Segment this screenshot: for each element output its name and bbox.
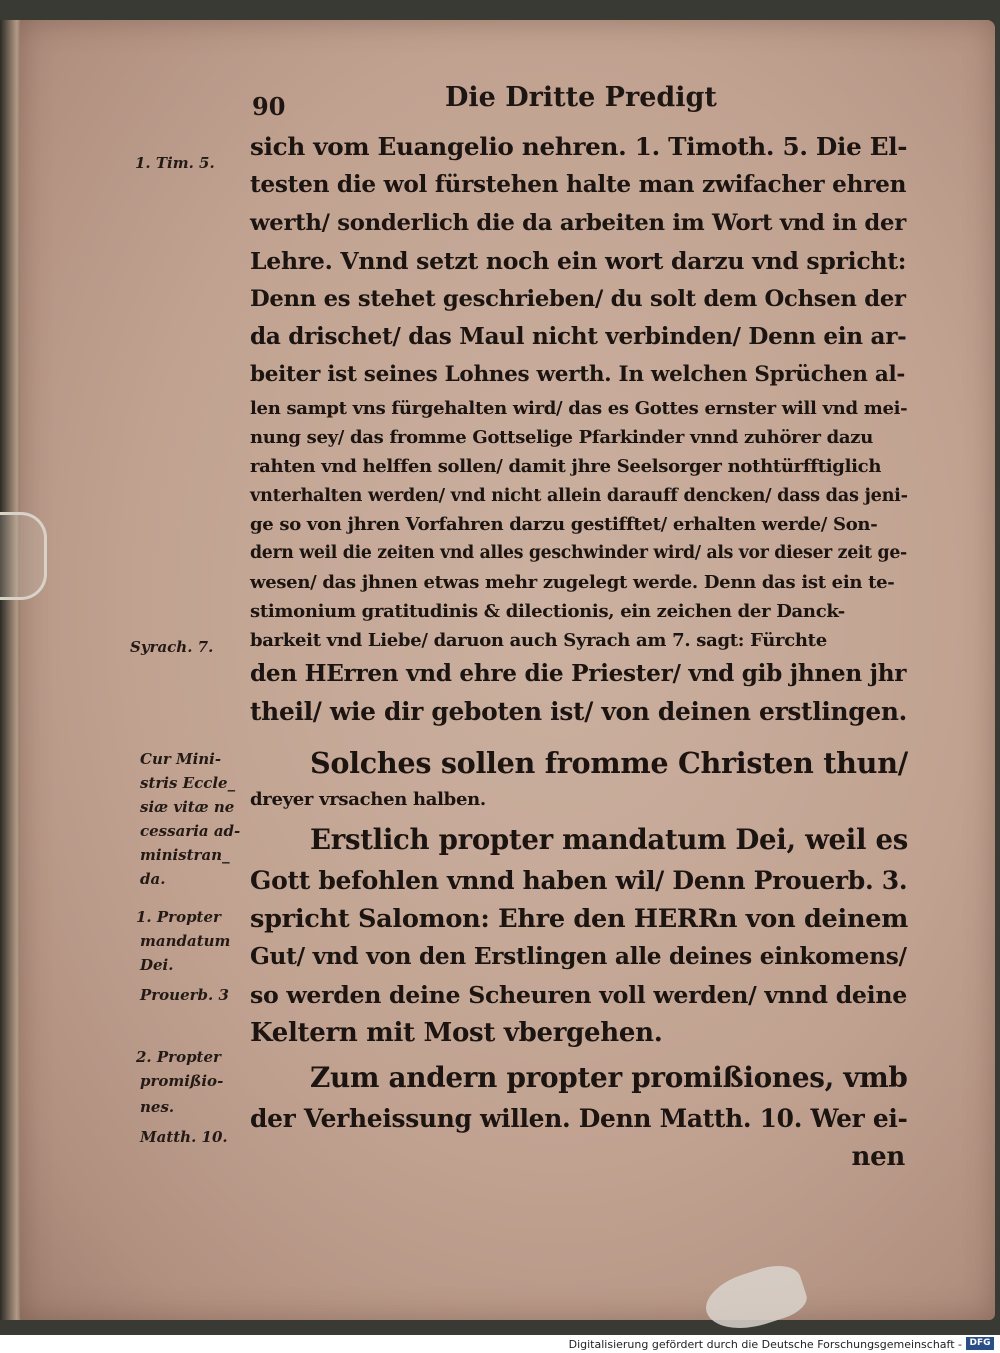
text-line: Keltern mit Most vbergehen. xyxy=(250,1018,663,1048)
text-line: len sampt vns fürgehalten wird/ das es Gottes ernster will vnd mei- xyxy=(250,398,908,419)
text-line: dreyer vrsachen halben. xyxy=(250,789,486,810)
margin-note: da. xyxy=(140,870,166,888)
text-line: rahten vnd helffen sollen/ damit jhre Seelsorger nothtürfftiglich xyxy=(250,456,882,477)
paper-clip xyxy=(0,512,47,600)
text-line: den HErren vnd ehre die Priester/ vnd gib jhnen jhr xyxy=(250,660,907,687)
text-line: sich vom Euangelio nehren. 1. Timoth. 5. Die El- xyxy=(250,132,908,161)
text-line: Lehre. Vnnd setzt noch ein wort darzu vnd spricht: xyxy=(250,247,907,275)
margin-note: nes. xyxy=(140,1098,175,1116)
margin-note: Prouerb. 3 xyxy=(140,986,229,1004)
margin-note: ministran_ xyxy=(140,846,230,864)
margin-note: cessaria ad- xyxy=(140,822,241,840)
text-line: werth/ sonderlich die da arbeiten im Wort vnd in der xyxy=(250,210,906,236)
text-line: da drischet/ das Maul nicht verbinden/ Denn ein ar- xyxy=(250,323,907,350)
text-line: beiter ist seines Lohnes werth. In welchen Sprüchen al- xyxy=(250,362,905,387)
text-line: Erstlich propter mandatum Dei, weil es xyxy=(310,823,908,856)
dfg-logo[interactable]: DFG xyxy=(966,1337,994,1350)
text-line: Denn es stehet geschrieben/ du solt dem Ochsen der xyxy=(250,286,906,312)
text-line: Solches sollen fromme Christen thun/ xyxy=(310,746,908,780)
margin-note: Syrach. 7. xyxy=(130,638,214,656)
margin-note: Dei. xyxy=(140,956,174,974)
text-line: testen die wol fürstehen halte man zwifacher ehren xyxy=(250,171,907,198)
text-line: so werden deine Scheuren voll werden/ vnnd deine xyxy=(250,981,907,1009)
text-line: nen xyxy=(851,1142,905,1172)
text-line: vnterhalten werden/ vnd nicht allein darauff dencken/ dass das jeni- xyxy=(250,485,908,506)
text-line: Gott befohlen vnnd haben wil/ Denn Prouerb. 3. xyxy=(250,866,908,895)
margin-note: mandatum xyxy=(140,932,231,950)
margin-note: 2. Propter xyxy=(136,1048,221,1066)
text-line: stimonium gratitudinis & dilectionis, ein zeichen der Danck- xyxy=(250,601,845,622)
running-head: Die Dritte Predigt xyxy=(445,82,717,113)
margin-note: promißio- xyxy=(140,1072,224,1090)
margin-note: 1. Tim. 5. xyxy=(135,154,215,172)
body-text xyxy=(250,128,915,1176)
margin-note: 1. Propter xyxy=(136,908,221,926)
page-number: 90 xyxy=(252,92,286,121)
text-line: nung sey/ das fromme Gottselige Pfarkinder vnnd zuhörer dazu xyxy=(250,427,874,448)
margin-note: stris Eccle_ xyxy=(140,774,236,792)
text-line: Zum andern propter promißiones, vmb xyxy=(310,1061,908,1094)
text-line: dern weil die zeiten vnd alles geschwinder wird/ als vor dieser zeit ge- xyxy=(250,543,907,563)
text-line: spricht Salomon: Ehre den HERRn von deinem xyxy=(250,904,908,934)
text-line: theil/ wie dir geboten ist/ von deinen erstlingen. xyxy=(250,697,908,726)
text-line: wesen/ das jhnen etwas mehr zugelegt werde. Denn das ist ein te- xyxy=(250,572,895,593)
funding-credit[interactable]: Digitalisierung gefördert durch die Deutsche Forschungsgemeinschaft - xyxy=(568,1338,962,1351)
margin-note: Cur Mini- xyxy=(140,750,222,768)
text-line: barkeit vnd Liebe/ daruon auch Syrach am 7. sagt: Fürchte xyxy=(250,630,827,651)
margin-note: siæ vitæ ne xyxy=(140,798,235,816)
text-line: ge so von jhren Vorfahren darzu gestifftet/ erhalten werde/ Son- xyxy=(250,514,878,535)
footer-bar xyxy=(0,1335,1000,1353)
text-line: der Verheissung willen. Denn Matth. 10. Wer ei- xyxy=(250,1104,908,1133)
text-line: Gut/ vnd von den Erstlingen alle deines einkomens/ xyxy=(250,943,907,970)
margin-note: Matth. 10. xyxy=(140,1128,228,1146)
